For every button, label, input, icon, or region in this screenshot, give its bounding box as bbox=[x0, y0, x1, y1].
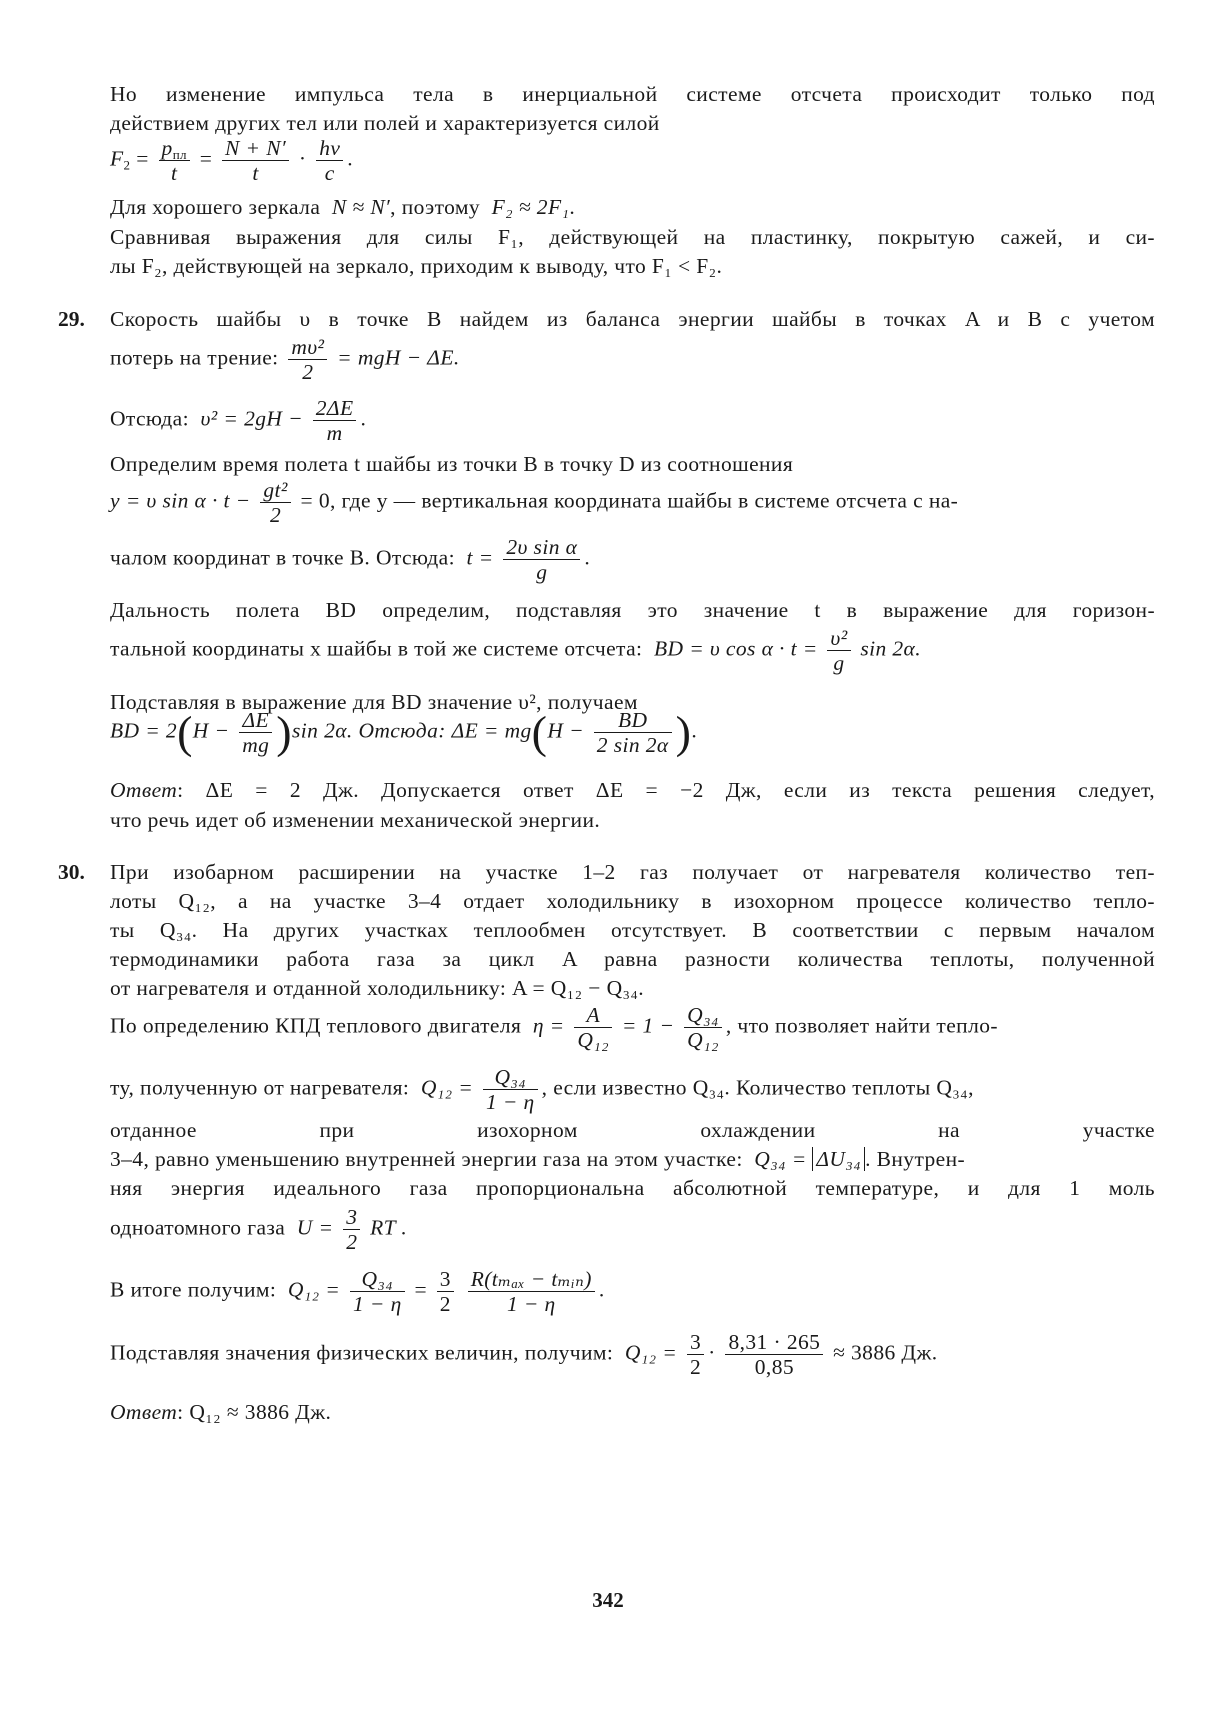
fraction: $\frac{\text{Q₃₄}}{\text{Q₁₂}}$ bbox=[684, 1003, 722, 1052]
problem-30-efficiency: По определению КПД теплового двигателя η = $\frac{A}{\text{Q₁₂}}$ = 1 − $\frac{\text{Q₃₄}}{\text{Q₁₂}}$ , что позволяет найти тепло- bbox=[110, 1003, 998, 1052]
formula-f2: $F_2$ = $\frac{p_{пл}}{t}$ = $\frac{N + N'}{t}$ · $\frac{h\nu}{c}$ . bbox=[110, 136, 354, 185]
fraction: $\frac{8,31 \cdot 265}{0,85}$ bbox=[725, 1330, 823, 1379]
problem-29-line1: 29. Скорость шайбы υ в точке B найдем из баланса энергии шайбы в точках A и B с учетом bbox=[110, 305, 1155, 334]
paragraph-impulse: Но изменение импульса тела в инерциальной системе отсчета происходит только под bbox=[110, 82, 1155, 106]
problem-29-substitute: Подставляя в выражение для BD значение υ², получаем bbox=[110, 690, 638, 714]
problem-29-answer: Ответ: ΔE = 2 Дж. Допускается ответ ΔE = −2 Дж, если из текста решения следует, bbox=[110, 778, 1155, 802]
paragraph-compare: Сравнивая выражения для силы F₁, действующей на пластинку, покрытую сажей, и си- bbox=[110, 225, 1155, 249]
page-number: 342 bbox=[592, 1588, 624, 1612]
problem-30-spread-line: отданное при изохорном охлаждении на участке bbox=[110, 1118, 1155, 1142]
fraction: $\frac{\text{2υ sin α}}{g}$ bbox=[503, 535, 580, 584]
fraction: $\frac{3}{2}$ bbox=[687, 1330, 704, 1379]
fraction: $\frac{2\Delta E}{m}$ bbox=[313, 396, 357, 445]
fraction: $\frac{\text{mυ²}}{2}$ bbox=[288, 335, 327, 384]
problem-number: 29. bbox=[58, 307, 85, 331]
problem-30-answer: Ответ: Q₁₂ ≈ 3886 Дж. bbox=[110, 1400, 332, 1424]
problem-30-line2: лоты Q₁₂, а на участке 3–4 отдает холодильнику в изохорном процессе количество тепло- bbox=[110, 889, 1155, 913]
problem-30-line5: от нагревателя и отданной холодильнику: A = Q₁₂ − Q₃₄. bbox=[110, 976, 645, 1000]
fraction: $\frac{3}{2}$ bbox=[437, 1267, 454, 1316]
problem-29-time: Определим время полета t шайбы из точки B в точку D из соотношения bbox=[110, 452, 794, 476]
problem-30-numeric: Подставляя значения физических величин, получим: Q₁₂ = $\frac{3}{2}$ · $\frac{8,31 \cdot 265}{0,85}$ ≈ 3886 Дж. bbox=[110, 1330, 938, 1379]
answer-label: Ответ bbox=[110, 778, 178, 802]
fraction: $\frac{\text{gt²}}{2}$ bbox=[260, 478, 290, 527]
problem-29-bd: тальной координаты x шайбы в той же системе отсчета: BD = υ cos α · t = $\frac{\text{υ²}}{g}$ sin 2α. bbox=[110, 626, 922, 675]
problem-29-hence: Отсюда: υ² = 2gH − $\frac{2\Delta E}{m}$ . bbox=[110, 396, 367, 445]
problem-30-line10: няя энергия идеального газа пропорциональна абсолютной температуре, и для 1 моль bbox=[110, 1176, 1155, 1200]
fraction: $\frac{3}{2}$ bbox=[343, 1205, 360, 1254]
paragraph-impulse-line2: действием других тел или полей и характеризуется силой bbox=[110, 111, 660, 135]
problem-number: 30. bbox=[58, 860, 85, 884]
problem-29-range: Дальность полета BD определим, подставляя это значение t в выражение для горизон- bbox=[110, 598, 1155, 622]
problem-30-monatomic: одноатомного газа U = $\frac{3}{2}$ RT . bbox=[110, 1205, 408, 1254]
problem-29-t-eq: чалом координат в точке B. Отсюда: t = $\frac{\text{2υ sin α}}{g}$ . bbox=[110, 535, 591, 584]
problem-30-line4: термодинамики работа газа за цикл A равна разности количества теплоты, полученной bbox=[110, 947, 1155, 971]
fraction: $\frac{h\nu}{c}$ bbox=[316, 136, 343, 185]
fraction: $\frac{A}{\text{Q₁₂}}$ bbox=[574, 1003, 612, 1052]
fraction: $\frac{\text{Q₃₄}}{1 - \eta}$ bbox=[483, 1065, 538, 1114]
fraction: $\frac{BD}{2 \sin 2\alpha}$ bbox=[594, 708, 672, 757]
fraction: $\frac{\text{Q₃₄}}{1 - \eta}$ bbox=[350, 1267, 405, 1316]
problem-29-friction: потерь на трение: $\frac{\text{mυ²}}{2}$ = mgH − ΔE. bbox=[110, 335, 460, 384]
problem-29-result: BD = 2(H − $\frac{\Delta E}{mg}$ )sin 2α. Отсюда: ΔE = mg(H − $\frac{BD}{2 \sin 2\alpha}$ ). bbox=[110, 706, 698, 758]
fraction: $\frac{\Delta E}{mg}$ bbox=[239, 708, 272, 757]
paragraph-compare-line2: лы F₂, действующей на зеркало, приходим к выводу, что F₁ < F₂. bbox=[110, 254, 723, 278]
fraction: $\frac{N + N'}{t}$ bbox=[222, 136, 289, 185]
fraction: $\frac{\text{υ²}}{g}$ bbox=[827, 626, 850, 675]
fraction: $\frac{p_{пл}}{t}$ bbox=[159, 136, 190, 185]
problem-30-heat: ту, полученную от нагревателя: Q₁₂ = $\frac{\text{Q₃₄}}{1 - \eta}$ , если известно Q₃₄. Количество теплоты Q₃₄, bbox=[110, 1065, 974, 1114]
paragraph-mirror: Для хорошего зеркала N ≈ N′, поэтому F₂ ≈ 2F₁. bbox=[110, 195, 576, 219]
problem-30-total: В итоге получим: Q₁₂ = $\frac{\text{Q₃₄}}{1 - \eta}$ = $\frac{3}{2}$ $\frac{\text{R(tₘₐₓ − tₘᵢₙ)}}{1 - \eta}$ . bbox=[110, 1267, 605, 1316]
fraction: $\frac{\text{R(tₘₐₓ − tₘᵢₙ)}}{1 - \eta}$ bbox=[468, 1267, 595, 1316]
problem-30-line1: 30. При изобарном расширении на участке 1–2 газ получает от нагревателя количество теп- bbox=[110, 858, 1155, 887]
problem-30-internal-energy: 3–4, равно уменьшению внутренней энергии газа на этом участке: Q₃₄ = ΔU₃₄ . Внутрен- bbox=[110, 1147, 966, 1171]
problem-29-answer-line2: что речь идет об изменении механической энергии. bbox=[110, 808, 601, 832]
problem-29-y-eq: y = υ sin α · t − $\frac{\text{gt²}}{2}$ = 0, где y — вертикальная координата шайбы в системе отсчета с на- bbox=[110, 478, 959, 527]
problem-30-line3: ты Q₃₄. На других участках теплообмен отсутствует. В соответствии с первым началом bbox=[110, 918, 1155, 942]
answer-label: Ответ bbox=[110, 1400, 178, 1424]
